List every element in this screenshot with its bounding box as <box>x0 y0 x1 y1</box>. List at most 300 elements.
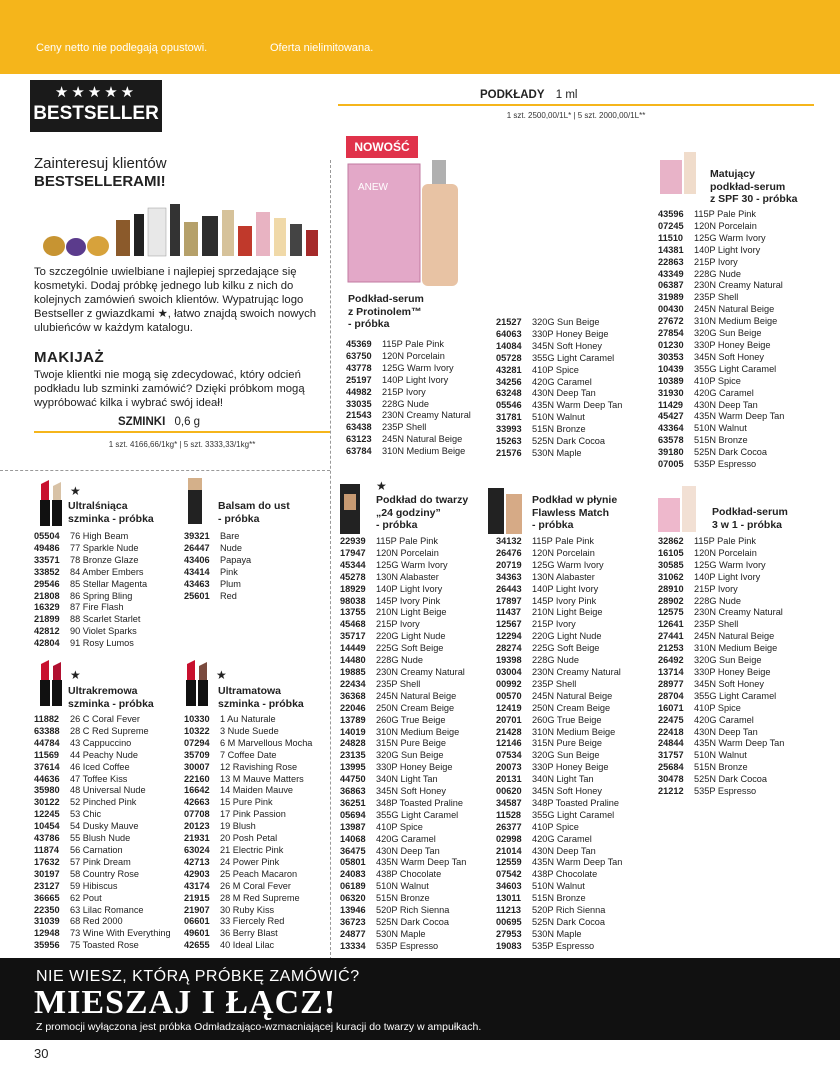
shade-name: 435N Warm Deep Tan <box>694 738 785 749</box>
shade-row <box>346 434 471 446</box>
shade-row <box>184 928 312 940</box>
shade-name: 355G Light Caramel <box>532 809 615 820</box>
shade-name: 320G Sun Beige <box>532 750 600 761</box>
shade-name: 330P Honey Beige <box>376 762 453 773</box>
shade-code: 33993 <box>496 424 522 435</box>
shade-code: 05728 <box>496 352 522 363</box>
title-line: Podkład-serum <box>348 293 424 305</box>
shade-row <box>184 714 312 726</box>
shade-row <box>496 834 622 846</box>
shade-row <box>34 845 171 857</box>
shade-row <box>658 584 784 596</box>
shade-row <box>34 543 147 555</box>
balsam-title <box>218 500 290 525</box>
shade-row <box>658 631 784 643</box>
shade-name: 340N Light Tan <box>532 774 594 785</box>
title-line: - próbka <box>218 512 260 525</box>
title-line: - próbka <box>376 519 418 531</box>
shade-row <box>496 584 622 596</box>
protinolem-shade-list-b <box>496 317 622 460</box>
shade-row <box>34 785 171 797</box>
shade-row <box>658 340 784 352</box>
shade-name: 47 Toffee Kiss <box>70 773 128 784</box>
shade-row <box>184 774 312 786</box>
bestseller-star-icon: ★ <box>70 484 81 498</box>
shade-name: 228G Nude <box>376 655 423 666</box>
shade-name: 43 Cappuccino <box>70 737 132 748</box>
shade-code: 20073 <box>496 762 522 773</box>
shade-row <box>340 584 466 596</box>
shade-name: 420G Caramel <box>376 833 436 844</box>
shade-row <box>346 375 471 387</box>
title-line: - próbka <box>348 318 390 330</box>
shade-row <box>184 567 251 579</box>
row-divider <box>0 470 330 471</box>
shade-row <box>658 774 784 786</box>
shade-code: 11528 <box>496 809 522 820</box>
shade-row <box>184 881 312 893</box>
shade-name: 510N Walnut <box>376 881 429 892</box>
shade-row <box>346 446 471 458</box>
shade-name: Red <box>220 590 237 601</box>
shade-code: 26476 <box>496 547 522 558</box>
shade-row <box>658 596 784 608</box>
shade-row <box>496 572 622 584</box>
shade-name: 430N Deep Tan <box>694 726 758 737</box>
shade-code: 21014 <box>496 845 522 856</box>
footer-note: Z promocji wyłączona jest próbka Odmładzająco-wzmacniającej kuracji do twarzy w ampułkach. <box>36 1021 482 1033</box>
shade-row <box>496 703 622 715</box>
shade-name: 340N Light Tan <box>376 774 438 785</box>
shade-code: 12641 <box>658 619 684 630</box>
shade-row <box>496 917 622 929</box>
shade-name: Bare <box>220 531 240 541</box>
shade-name: 53 Chic <box>70 809 102 820</box>
shade-name: 355G Light Caramel <box>694 690 777 701</box>
shade-code: 07708 <box>184 809 210 820</box>
shade-code: 12294 <box>496 631 522 642</box>
shade-code: 13995 <box>340 762 366 773</box>
shade-code: 63578 <box>658 435 684 446</box>
shade-name: 228G Nude <box>694 268 741 279</box>
shade-row <box>184 869 312 881</box>
shade-code: 43463 <box>184 578 210 589</box>
shade-name: 7 Coffee Date <box>220 749 277 760</box>
shade-code: 43778 <box>346 362 372 373</box>
shade-code: 28902 <box>658 595 684 606</box>
shade-row <box>496 810 622 822</box>
shade-row <box>340 536 466 548</box>
shade-row <box>34 738 171 750</box>
bestseller-star-icon: ★ <box>216 668 227 682</box>
lipstick-gloss-image <box>38 478 64 528</box>
shade-name: 215P Ivory <box>694 256 738 267</box>
shade-row <box>658 233 784 245</box>
shade-code: 30197 <box>34 868 60 879</box>
shade-row <box>496 929 622 941</box>
shade-name: 115P Pale Pink <box>376 536 438 546</box>
shade-row <box>496 774 622 786</box>
intro-text: To szczególnie uwielbiane i najlepiej sprzedające się kosmetyki. Dodaj próbkę jednego lub kilku z nich do kolejnych zamówień swoich klientów. Wypatrując logo Bestseller z gwiazdkami ★, łatwo znajdą swoich nowych ulubieńców w każdym katalogu. <box>34 266 316 334</box>
shade-name: 435N Warm Deep Tan <box>376 857 467 868</box>
footer-headline: MIESZAJ I ŁĄCZ! <box>34 984 337 1021</box>
shade-name: 430N Deep Tan <box>532 845 596 856</box>
shade-name: 525N Dark Cocoa <box>376 917 450 927</box>
shade-name: 355G Light Caramel <box>694 363 777 374</box>
shade-name: 245N Natural Beige <box>694 304 775 315</box>
shade-row <box>340 548 466 560</box>
shade-code: 11874 <box>34 844 60 855</box>
shade-name: 17 Pink Passion <box>220 809 286 820</box>
shade-code: 12567 <box>496 619 522 630</box>
shade-code: 63248 <box>496 388 522 399</box>
shade-row <box>658 667 784 679</box>
shade-row <box>184 555 251 567</box>
shade-name: 26 C Coral Fever <box>70 714 140 724</box>
shade-name: 225G Soft Beige <box>532 643 600 654</box>
shade-row <box>496 596 622 608</box>
shade-code: 22418 <box>658 726 684 737</box>
shade-row <box>658 536 784 548</box>
shade-row <box>496 377 622 389</box>
shade-row <box>184 591 251 603</box>
shade-row <box>496 798 622 810</box>
shade-code: 36475 <box>340 845 366 856</box>
shade-name: 435N Warm Deep Tan <box>532 400 623 411</box>
shade-code: 18929 <box>340 583 366 594</box>
shade-code: 31930 <box>658 387 684 398</box>
shade-code: 42812 <box>34 626 60 637</box>
shade-row <box>658 560 784 572</box>
shade-row <box>184 809 312 821</box>
shade-name: 145P Ivory Pink <box>376 595 441 606</box>
shade-row <box>340 631 466 643</box>
shade-code: 17897 <box>496 595 522 606</box>
shade-name: 145P Ivory Pink <box>532 595 597 606</box>
shade-row <box>34 881 171 893</box>
shade-row <box>496 727 622 739</box>
shade-name: 220G Light Nude <box>532 631 602 642</box>
shade-name: 245N Natural Beige <box>532 690 613 701</box>
shade-name: 85 Stellar Magenta <box>70 578 148 589</box>
shade-code: 32862 <box>658 536 684 546</box>
shade-name: 410P Spice <box>532 364 579 375</box>
shade-code: 21808 <box>34 590 60 601</box>
shade-name: 230N Creamy Natural <box>694 280 783 291</box>
shade-row <box>658 762 784 774</box>
shade-name: Plum <box>220 578 241 589</box>
shade-code: 36368 <box>340 690 366 701</box>
shade-code: 05504 <box>34 531 60 541</box>
shade-name: 330P Honey Beige <box>532 762 609 773</box>
foundation-24h-image <box>338 480 374 536</box>
shade-name: 515N Bronze <box>376 893 430 904</box>
shade-row <box>658 607 784 619</box>
shade-name: 235P Shell <box>694 292 739 303</box>
shade-code: 63388 <box>34 725 60 736</box>
shade-code: 14068 <box>340 833 366 844</box>
shade-row <box>184 905 312 917</box>
title-line: szminka - próbka <box>68 697 154 710</box>
shade-row <box>34 614 147 626</box>
shade-name: 245N Natural Beige <box>382 434 463 445</box>
shade-name: 12 Ravishing Rose <box>220 761 298 772</box>
shade-name: 348P Toasted Praline <box>532 797 620 808</box>
shade-row <box>496 643 622 655</box>
shade-name: 430N Deep Tan <box>376 845 440 856</box>
shade-code: 28910 <box>658 583 684 594</box>
title-line: Ultralśniąca <box>68 500 128 512</box>
shade-row <box>34 833 171 845</box>
shade-name: 525N Dark Cocoa <box>532 917 606 927</box>
shade-name: 140P Light Ivory <box>382 374 449 385</box>
shade-name: 120N Porcelain <box>376 547 439 558</box>
shade-name: 525N Dark Cocoa <box>694 774 768 785</box>
shade-name: 59 Hibiscus <box>70 880 118 891</box>
shade-code: 36251 <box>340 797 366 808</box>
shade-name: 63 Lilac Romance <box>70 904 144 915</box>
shade-name: 21 Electric Pink <box>220 844 284 855</box>
lipsticks-title: SZMINKI <box>118 416 166 428</box>
shade-row <box>340 881 466 893</box>
makeup-text: Twoje klientki nie mogą się zdecydować, który odcień podkładu lub szminki zamówić? Dzięki próbkom mogą wypróbować kilka i wybrać swój ideał! <box>34 369 305 409</box>
shade-code: 03004 <box>496 666 522 677</box>
shade-name: 420G Caramel <box>532 833 592 844</box>
shade-row <box>658 411 784 423</box>
shade-name: 6 M Marvellous Mocha <box>220 737 313 748</box>
shade-name: 28 C Red Supreme <box>70 725 149 736</box>
shade-name: 525N Dark Cocoa <box>532 436 606 447</box>
shade-row <box>658 423 784 435</box>
shade-row <box>340 607 466 619</box>
shade-row <box>658 269 784 281</box>
shade-row <box>184 833 312 845</box>
shade-name: 310N Medium Beige <box>376 726 460 737</box>
shade-row <box>340 703 466 715</box>
shade-row <box>496 738 622 750</box>
shade-row <box>340 596 466 608</box>
shade-code: 63123 <box>346 434 372 445</box>
shade-name: 46 Iced Coffee <box>70 761 130 772</box>
shade-name: 510N Walnut <box>532 881 585 892</box>
shade-row <box>184 543 251 555</box>
shade-code: 43596 <box>658 209 684 219</box>
shade-row <box>34 567 147 579</box>
shade-code: 42903 <box>184 868 210 879</box>
shade-code: 43414 <box>184 566 210 577</box>
shade-name: 120N Porcelain <box>532 547 595 558</box>
shade-name: 90 Violet Sparks <box>70 626 137 637</box>
flawless-match-shade-list <box>496 536 622 953</box>
shade-row <box>658 655 784 667</box>
shade-row <box>340 727 466 739</box>
intro-title-line1: Zainteresuj klientów <box>34 155 167 172</box>
shade-row <box>34 869 171 881</box>
shade-code: 27854 <box>658 328 684 339</box>
shade-code: 00992 <box>496 678 522 689</box>
shade-code: 07294 <box>184 737 210 748</box>
shade-name: 120N Porcelain <box>694 220 757 231</box>
shade-row <box>658 750 784 762</box>
footer-banner <box>0 958 840 1040</box>
shade-name: 250N Cream Beige <box>376 702 455 713</box>
shade-row <box>340 905 466 917</box>
shade-name: 68 Red 2000 <box>70 916 123 927</box>
shade-code: 21543 <box>346 410 372 421</box>
ultralsniaca-title <box>68 500 154 525</box>
shade-code: 28977 <box>658 678 684 689</box>
shade-row <box>184 726 312 738</box>
shade-code: 20701 <box>496 714 522 725</box>
shade-code: 22863 <box>658 256 684 267</box>
shade-code: 26492 <box>658 655 684 666</box>
shade-code: 13714 <box>658 666 684 677</box>
shade-row <box>496 667 622 679</box>
title-line: - próbka <box>532 519 574 531</box>
shade-row <box>658 328 784 340</box>
shade-name: 230N Creamy Natural <box>532 666 621 677</box>
shade-name: 73 Wine With Everything <box>70 928 171 939</box>
shade-row <box>340 560 466 572</box>
shade-name: 115P Pale Pink <box>694 209 756 219</box>
shade-code: 31039 <box>34 916 60 927</box>
shade-code: 20123 <box>184 821 210 832</box>
shade-code: 39321 <box>184 531 210 541</box>
shade-code: 30585 <box>658 559 684 570</box>
title-line: Ultrakremowa <box>68 685 138 697</box>
shade-name: 20 Posh Petal <box>220 833 278 844</box>
shade-code: 26377 <box>496 821 522 832</box>
shade-name: 530N Maple <box>376 928 426 939</box>
shade-name: 430N Deep Tan <box>532 388 596 399</box>
shade-row <box>496 631 622 643</box>
shade-name: 84 Amber Embers <box>70 566 144 577</box>
shade-name: 36 Berry Blast <box>220 928 278 939</box>
shade-code: 22434 <box>340 678 366 689</box>
shade-name: 345N Soft Honey <box>694 678 764 689</box>
shade-row <box>340 572 466 584</box>
shade-name: 26 M Coral Fever <box>220 880 291 891</box>
shade-code: 12419 <box>496 702 522 713</box>
shade-code: 35709 <box>184 749 210 760</box>
shade-name: 260G True Beige <box>532 714 602 725</box>
shade-row <box>658 715 784 727</box>
shade-code: 11510 <box>658 232 684 243</box>
shade-code: 45344 <box>340 559 366 570</box>
shade-name: 15 Pure Pink <box>220 797 273 808</box>
title-line: z SPF 30 - próbka <box>710 193 798 205</box>
shade-code: 20719 <box>496 559 522 570</box>
shade-code: 21253 <box>658 643 684 654</box>
matujacy-shade-list <box>658 209 784 471</box>
shade-code: 42713 <box>184 856 210 867</box>
shade-code: 33035 <box>346 398 372 409</box>
shade-code: 49486 <box>34 542 60 553</box>
shade-row <box>34 857 171 869</box>
shade-code: 34587 <box>496 797 522 808</box>
shade-row <box>496 869 622 881</box>
shade-name: 228G Nude <box>382 398 429 409</box>
shade-row <box>496 607 622 619</box>
shade-code: 44784 <box>34 737 60 748</box>
shade-code: 06387 <box>658 280 684 291</box>
title-line: szminka - próbka <box>218 697 304 710</box>
shade-row <box>340 691 466 703</box>
shade-name: 130N Alabaster <box>376 571 439 582</box>
shade-code: 22475 <box>658 714 684 725</box>
shade-row <box>658 304 784 316</box>
shade-row <box>34 555 147 567</box>
shade-code: 22939 <box>340 536 366 546</box>
shade-row <box>184 940 312 952</box>
shade-code: 24828 <box>340 738 366 749</box>
shade-name: 435N Warm Deep Tan <box>694 411 785 422</box>
shade-code: 06601 <box>184 916 210 927</box>
shade-name: 330P Honey Beige <box>694 666 771 677</box>
shade-name: 310N Medium Beige <box>382 446 466 457</box>
shade-row <box>496 436 622 448</box>
shade-row <box>340 941 466 953</box>
shade-name: 120N Porcelain <box>694 547 757 558</box>
shade-name: 345N Soft Honey <box>532 786 602 797</box>
shade-row <box>340 810 466 822</box>
shade-name: 535P Espresso <box>376 940 439 951</box>
shade-row <box>658 679 784 691</box>
shade-row <box>346 399 471 411</box>
lipsticks-divider <box>34 431 330 433</box>
ultrakremowa-shade-list <box>34 714 171 952</box>
shade-row <box>340 667 466 679</box>
shade-name: 215P Ivory <box>376 619 420 630</box>
shade-code: 07534 <box>496 750 522 761</box>
shade-row <box>34 916 171 928</box>
shade-row <box>34 750 171 762</box>
shade-row <box>496 341 622 353</box>
shade-code: 43174 <box>184 880 210 891</box>
shade-row <box>34 638 147 650</box>
shade-code: 21212 <box>658 786 684 797</box>
shade-name: 115P Pale Pink <box>532 536 594 546</box>
shade-code: 16642 <box>184 785 210 796</box>
shade-name: 30 Ruby Kiss <box>220 904 275 915</box>
shade-name: 260G True Beige <box>376 714 446 725</box>
title-line: podkład-serum <box>710 180 786 193</box>
shade-code: 19083 <box>496 940 522 951</box>
makeup-heading: MAKIJAŻ <box>34 349 105 366</box>
shade-name: 345N Soft Honey <box>532 340 602 351</box>
shade-row <box>496 691 622 703</box>
shade-row <box>496 448 622 460</box>
shade-code: 10330 <box>184 714 210 724</box>
shade-code: 27953 <box>496 928 522 939</box>
shade-row <box>340 846 466 858</box>
shade-name: 420G Caramel <box>532 376 592 387</box>
shade-row <box>658 221 784 233</box>
shade-code: 12245 <box>34 809 60 820</box>
shade-name: 140P Light Ivory <box>694 244 761 255</box>
title-line: Podkład-serum <box>712 506 788 518</box>
bestseller-star-icon: ★ <box>70 668 81 682</box>
shade-name: 535P Espresso <box>694 786 757 797</box>
shade-name: 250N Cream Beige <box>532 702 611 713</box>
title-line: Podkład w płynie <box>532 494 618 506</box>
shade-code: 31757 <box>658 750 684 761</box>
serum-3w1-shade-list <box>658 536 784 798</box>
shade-code: 28274 <box>496 643 522 654</box>
title-line: 3 w 1 - próbka <box>712 518 783 531</box>
shade-name: 120N Porcelain <box>382 350 445 361</box>
page-number: 30 <box>34 1046 49 1061</box>
